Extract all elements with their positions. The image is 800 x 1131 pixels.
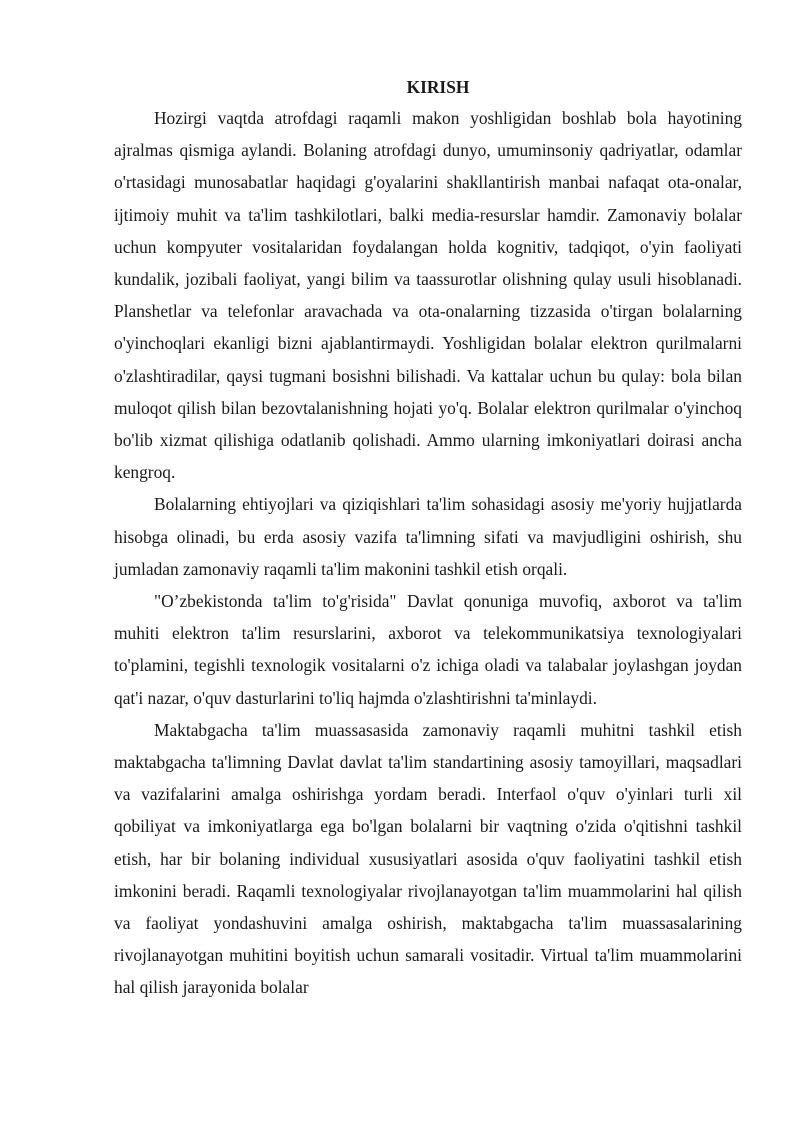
section-title: KIRISH (406, 77, 470, 97)
paragraph-4: Maktabgacha ta'lim muassasasida zamonaviy raqamli muhitni tashkil etish maktabgacha ta'limning Davlat davlat ta'lim standartining asosiy tamoyillari, maqsadlari va vazifalarini amalga oshirishga yordam beradi. Interfaol o'quv o'yinlari turli xil qobiliyat va imkoniyatlarga ega bo'lgan bolalarni bir vaqtning o'zida o'qitishni tashkil etish, har bir bolaning individual xususiyatlari asosida o'quv faoliyatini tashkil etish imkonini beradi. Raqamli texnologiyalar rivojlanayotgan ta'lim muammolarini hal qilish va faoliyat yondashuvini amalga oshirish, maktabgacha ta'lim muassasalarining rivojlanayotgan muhitini boyitish uchun samarali vositadir. Virtual ta'lim muammolarini hal qilish jarayonida bolalar (114, 719, 742, 998)
document-page (114, 72, 742, 1004)
paragraph-1: Hozirgi vaqtda atrofdagi raqamli makon yoshligidan boshlab bola hayotining ajralmas qismiga aylandi. Bolaning atrofdagi dunyo, umuminsoniy qadriyatlar, odamlar o'rtasidagi munosabatlar haqidagi g'oyalarini shakllantirish manbai nafaqat ota-onalar, ijtimoiy muhit va ta'lim tashkilotlari, balki media-resurslar hamdir. Zamonaviy bolalar uchun kompyuter vositalaridan foydalangan holda kognitiv, tadqiqot, o'yin faoliyati kundalik, jozibali faoliyat, yangi bilim va taassurotlar olishning qulay usuli hisoblanadi. Planshetlar va telefonlar aravachada va ota-onalarning tizzasida o'tirgan bolalarning o'yinchoqlari ekanligi bizni ajablantirmaydi. Yoshligidan bolalar elektron qurilmalarni o'zlashtiradilar, qaysi tugmani bosishni bilishadi. Va kattalar uchun bu qulay: bola bilan muloqot qilish bilan bezovtalanishning hojati yo'q. Bolalar elektron qurilmalar o'yinchoq bo'lib xizmat qilishiga odatlanib qolishadi. Ammo ularning imkoniyatlari doirasi ancha kengroq. (114, 108, 742, 483)
paragraph-3: "O’zbekistonda ta'lim to'g'risida" Davlat qonuniga muvofiq, axborot va ta'lim muhiti elektron ta'lim resurslarini, axborot va telekommunikatsiya texnologiyalari to'plamini, tegishli texnologik vositalarni o'z ichiga oladi va talabalar joylashgan joydan qat'i nazar, o'quv dasturlarini to'liq hajmda o'zlashtirishni ta'minlaydi. (114, 591, 742, 708)
paragraph-2: Bolalarning ehtiyojlari va qiziqishlari ta'lim sohasidagi asosiy me'yoriy hujjatlarda hisobga olinadi, bu erda asosiy vazifa ta'limning sifati va mavjudligini oshirish, shu jumladan zamonaviy raqamli ta'lim makonini tashkil etish orqali. (114, 494, 742, 579)
